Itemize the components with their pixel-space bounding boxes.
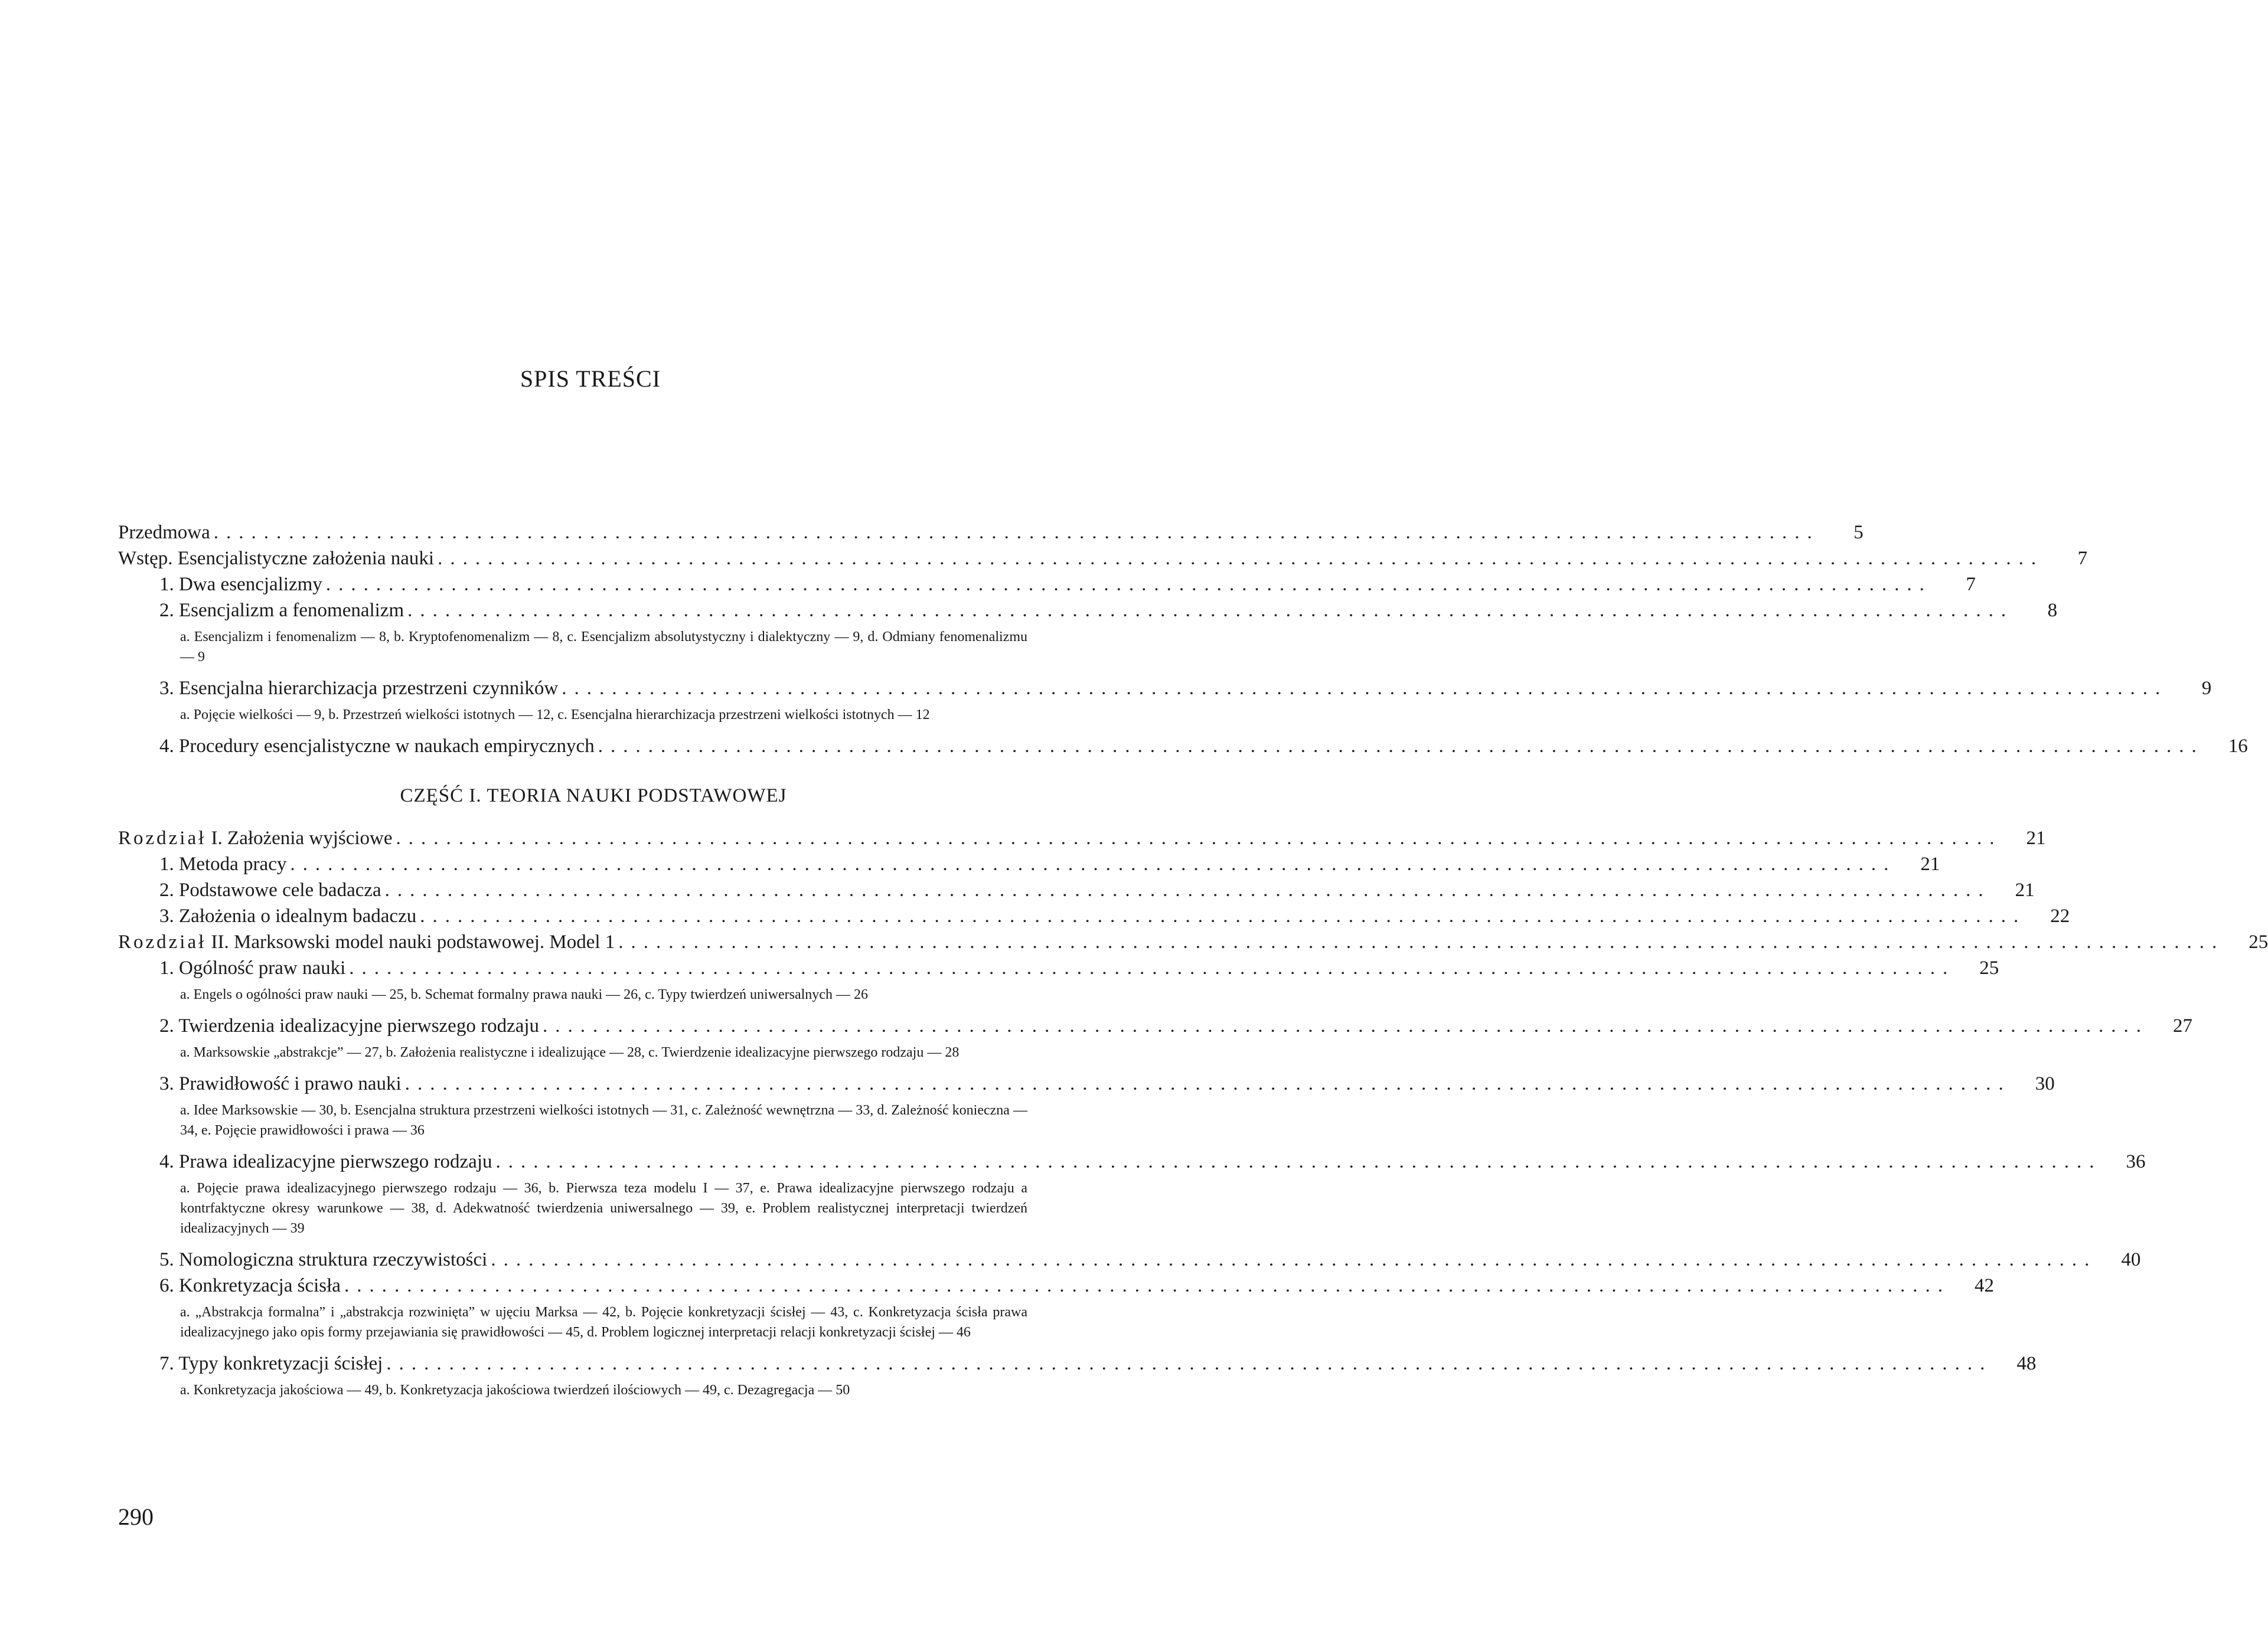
toc-entry-label <box>118 929 615 955</box>
toc-entry-page: 40 <box>2121 1249 2141 1270</box>
chapter-word: Rozdział <box>118 931 207 953</box>
toc-entry-label: 6. Konkretyzacja ścisła <box>159 1275 341 1296</box>
toc-entry-page: 8 <box>2047 600 2058 621</box>
toc-entry-page: 22 <box>2050 906 2070 927</box>
leader-dots: ................................................................................................................................ <box>618 931 2225 953</box>
toc-entry-rozdzial-1 <box>118 825 2046 851</box>
leader-dots: ................................................................................................................................ <box>404 1073 2011 1094</box>
toc-entry-prawidlowosc <box>118 1071 2055 1097</box>
leader-dots: ................................................................................................................................ <box>213 522 1820 543</box>
toc-entry-label: 3. Założenia o idealnym badaczu <box>159 906 417 927</box>
leader-dots: ................................................................................................................................ <box>349 957 1956 979</box>
table-of-contents <box>118 519 2268 1408</box>
toc-entry-konkretyzacja <box>118 1273 1994 1299</box>
toc-entry-twierdzenia-idealizacyjne <box>118 1013 2193 1039</box>
leader-dots: ................................................................................................................................ <box>491 1249 2097 1270</box>
toc-entry-page: 21 <box>1920 854 1940 875</box>
toc-subentries: a. Pojęcie wielkości — 9, b. Przestrzeń wielkości istotnych — 12, c. Esencjalna hierarchizacja przestrzeni wielkości istotnych — 12 <box>180 707 930 723</box>
toc-entry-label: 3. Prawidłowość i prawo nauki <box>159 1073 402 1094</box>
toc-subentries: a. Pojęcie prawa idealizacyjnego pierwszego rodzaju — 36, b. Pierwsza teza modelu I — 37, e. Prawa idealizacyjne pierwszego rodzaju a kontrfaktyczne okresy warunkowe — 38, d. Adekwatność twierdzenia uniwersalnego — 39, e. Problem realistycznej interpretacji twierdzeń idealizacyjnych — 39 <box>180 1181 1027 1236</box>
toc-entry-label: 1. Dwa esencjalizmy <box>159 574 322 595</box>
toc-entry-label: 4. Prawa idealizacyjne pierwszego rodzaju <box>159 1151 492 1172</box>
toc-entry-label: 2. Esencjalizm a fenomenalizm <box>159 600 404 621</box>
toc-subentries: a. Engels o ogólności praw nauki — 25, b. Schemat formalny prawa nauki — 26, c. Typy twierdzeń uniwersalnych — 26 <box>180 987 868 1002</box>
toc-entry-page: 21 <box>2026 828 2046 849</box>
leader-dots: ................................................................................................................................ <box>344 1275 1950 1296</box>
toc-entry-label: Przedmowa <box>118 522 210 543</box>
toc-entry-label: 3. Esencjalna hierarchizacja przestrzeni czynników <box>159 678 559 699</box>
leader-dots: ................................................................................................................................ <box>384 880 1991 901</box>
toc-entry-esencjalna-hierarchizacja <box>118 675 2212 701</box>
toc-entry-label: 1. Metoda pracy <box>159 854 287 875</box>
part-heading: CZĘŚĆ I. TEORIA NAUKI PODSTAWOWEJ <box>400 785 787 806</box>
leader-dots: ................................................................................................................................ <box>386 1353 1993 1374</box>
page-number: 290 <box>118 1503 154 1530</box>
toc-subentries: a. „Abstrakcja formalna” i „abstrakcja rozwinięta” w ujęciu Marksa — 42, b. Pojęcie konkretyzacji ścisłej — 43, c. Konkretyzacja ścisła prawa idealizacyjnego jako opis formy przejawiania się prawidłowości — 45, d. Problem logicznej interpretacji relacji konkretyzacji ścisłej — 46 <box>180 1305 1027 1340</box>
toc-entry-procedury <box>118 733 2248 759</box>
toc-subentries: a. Marksowskie „abstrakcje” — 27, b. Założenia realistyczne i idealizujące — 28, c. Twierdzenie idealizacyjne pierwszego rodzaju — 28 <box>180 1045 960 1060</box>
toc-entry-typy-konkretyzacji <box>118 1351 2037 1377</box>
toc-entry-page: 25 <box>1979 957 1999 979</box>
toc-entry-page: 16 <box>2228 736 2248 757</box>
toc-entry-page: 5 <box>1853 522 1864 543</box>
toc-entry-label: 2. Podstawowe cele badacza <box>159 880 381 901</box>
leader-dots: ................................................................................................................................ <box>407 600 2014 621</box>
leader-dots: ................................................................................................................................ <box>598 736 2204 757</box>
toc-entry-label: 1. Ogólność praw nauki <box>159 957 346 979</box>
toc-entry-page: 42 <box>1974 1275 1994 1296</box>
leader-dots: ................................................................................................................................ <box>543 1015 2149 1037</box>
leader-dots: ................................................................................................................................ <box>325 574 1932 595</box>
leader-dots: ................................................................................................................................ <box>495 1151 2102 1172</box>
toc-entry-page: 48 <box>2016 1353 2037 1374</box>
toc-entry-dwa-esencjalizmy <box>118 571 1976 597</box>
toc-entry-page: 7 <box>2077 548 2088 569</box>
toc-entry-esencjalizm-fenomenalizm <box>118 597 2058 623</box>
toc-subentries: a. Idee Marksowskie — 30, b. Esencjalna struktura przestrzeni wielkości istotnych — 31, c. Zależność wewnętrzna — 33, d. Zależność konieczna — 34, e. Pojęcie prawidłowości i prawa — 36 <box>180 1103 1027 1138</box>
leader-dots: ................................................................................................................................ <box>562 678 2168 699</box>
toc-entry-podstawowe-cele <box>118 877 2035 903</box>
toc-subentries: a. Esencjalizm i fenomenalizm — 8, b. Kryptofenomenalizm — 8, c. Esencjalizm absolutystyczny i dialektyczny — 9, d. Odmiany fenomenalizmu — 9 <box>180 629 1027 665</box>
toc-entry-label: 2. Twierdzenia idealizacyjne pierwszego rodzaju <box>159 1015 540 1037</box>
toc-entry-zalozenia-badacz <box>118 903 2070 929</box>
toc-entry-label: Wstęp. Esencjalistyczne założenia nauki <box>118 548 435 569</box>
toc-entry-nomologiczna <box>118 1247 2141 1273</box>
leader-dots: ................................................................................................................................ <box>420 906 2026 927</box>
toc-subentries: a. Konkretyzacja jakościowa — 49, b. Konkretyzacja jakościowa twierdzeń ilościowych — 49, c. Dezagregacja — 50 <box>180 1382 850 1398</box>
leader-dots: ................................................................................................................................ <box>396 828 2002 849</box>
toc-entry-page: 27 <box>2173 1015 2193 1037</box>
toc-entry-page: 30 <box>2035 1073 2055 1094</box>
chapter-title: II. Marksowski model nauki podstawowej. Model 1 <box>211 931 615 953</box>
toc-entry-label <box>118 825 393 851</box>
toc-entry-label: 5. Nomologiczna struktura rzeczywistości <box>159 1249 488 1270</box>
toc-entry-label: 7. Typy konkretyzacji ścisłej <box>159 1353 383 1374</box>
toc-entry-ogolnosc <box>118 955 1999 981</box>
toc-entry-page: 36 <box>2126 1151 2146 1172</box>
toc-entry-przedmowa <box>118 519 1864 545</box>
toc-entry-label: 4. Procedury esencjalistyczne w naukach empirycznych <box>159 736 595 757</box>
toc-entry-page: 9 <box>2201 678 2212 699</box>
toc-entry-prawa-idealizacyjne <box>118 1149 2146 1175</box>
page-title: SPIS TREŚCI <box>520 365 661 392</box>
leader-dots: ................................................................................................................................ <box>290 854 1897 875</box>
toc-entry-wstep <box>118 545 2088 571</box>
chapter-word: Rozdział <box>118 828 207 849</box>
chapter-title: I. Założenia wyjściowe <box>211 828 393 849</box>
toc-entry-page: 25 <box>2249 931 2268 953</box>
toc-entry-rozdzial-2 <box>118 929 2268 955</box>
leader-dots: ................................................................................................................................ <box>438 548 2044 569</box>
toc-entry-page: 7 <box>1966 574 1976 595</box>
toc-entry-page: 21 <box>2015 880 2035 901</box>
toc-entry-metoda-pracy <box>118 851 1940 877</box>
